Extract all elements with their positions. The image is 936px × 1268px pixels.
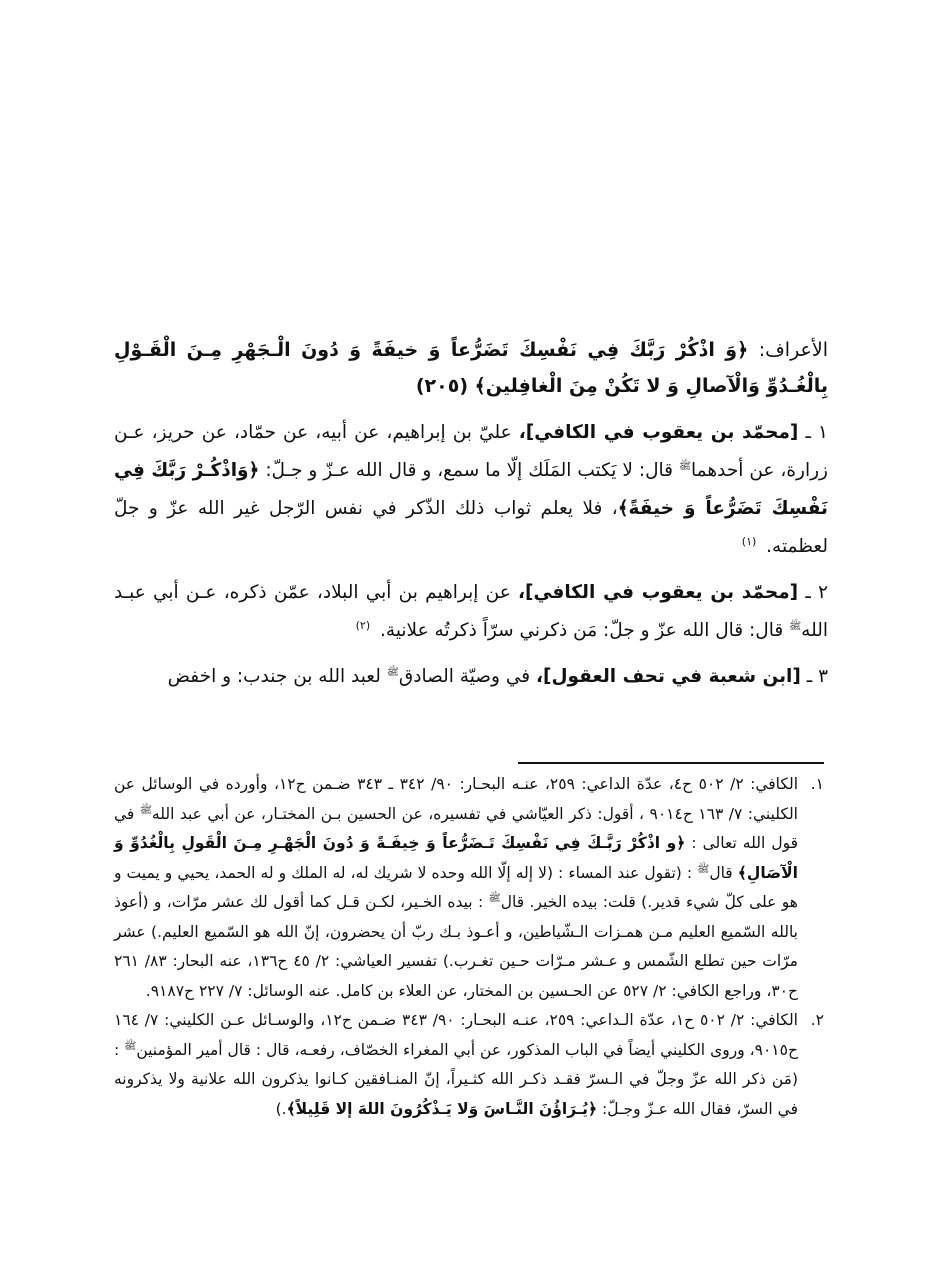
footnote-1 [114, 770, 824, 1006]
quran-quote: ﴿يُـرَاؤُنَ النَّـاسَ وَلا يَـذْكُرُونَ اللهَ إلا قَلِيلاً﴾ [286, 1099, 598, 1118]
honorific-icon: ﷺ [386, 666, 399, 678]
hadith-text: لعبد الله بن جندب: و اخفض [167, 666, 381, 687]
hadith-number: ٣ ـ [806, 666, 828, 687]
surah-label: الأعراف: [758, 339, 828, 361]
honorific-icon: ﷺ [124, 1040, 137, 1052]
honorific-icon: ﷺ [488, 892, 501, 904]
footnote-number: ١. [810, 775, 824, 793]
hadith-text: قال: قال الله عزّ و جلّ: مَن ذكرني سرّاً ذكرتُه علانية. [380, 620, 784, 641]
hadith-source: [ابن شعبة في تحف العقول]، [535, 666, 801, 687]
footnote-separator [518, 762, 824, 764]
footnote-number: ٢. [810, 1011, 824, 1029]
hadith-text: عن إبراهيم بن أبي البلاد، عمّن ذكره، عـن أبي عبـد الله [114, 582, 828, 641]
footnote-text: : بيده الخـير، لكـن قـل كما أقول لك عشر مرّات، و (أعوذ بالله السّميع العليم مـن همـزات الـشّياطين، و أعـوذ بـك ربّ أن يحضرون، إنّ الله هو السّميع العليم.) عشر مرّات حين تطلع الشّمس و عـشر مـرّات حـين تغـرب.) تفسير العياشي: ٢/ ٤٥ ح١٣٦، عنه البحار: ٨٣/ ٢٦١ ح٣٠، وراجع الكافي: ٢/ ٥٢٧ عن الحـسين بن المختار، عن العلاء بن كامل. عنه الوسائل: ٧/ ٢٢٧ ح٩١٨٧. [114, 893, 798, 1000]
footnote-text: الكافي: ٢/ ٥٠٢ ح١، عدّة الـداعي: ٢٥٩، عنـه البحـار: ٩٠/ ٣٤٣ ضـمن ح١٢، والوسـائل عـن الكليني: ٧/ ١٦٤ ح٩٠١٥، وروى الكليني أيضاً في الباب المذكور، عن أبي المغراء الخصّاف، رفعـه، قال : قال أمير المؤمنين [114, 1011, 798, 1059]
hadith-source: [محمّد بن يعقوب في الكافي]، [518, 422, 799, 443]
footnote-text: .) [275, 1099, 287, 1118]
hadith-text: في وصيّة الصادق [398, 666, 531, 687]
footnote-text: في قول الله تعالى : [114, 804, 798, 852]
hadith-2 [114, 574, 828, 650]
hadith-number: ١ ـ [805, 422, 828, 443]
hadith-source: [محمّد بن يعقوب في الكافي]، [518, 582, 799, 603]
hadith-text: ، فلا يعلم ثواب ذلك الذّكر في نفس الرّجل غير الله عزّ و جلّ لعظمته. [114, 498, 828, 557]
hadith-1 [114, 414, 828, 566]
quran-quote: ﴿وَاذْكُـرْ رَبَّكَ فِي نَفْسِكَ تَضَرُّعاً وَ خيفَةً﴾ [114, 460, 828, 519]
footnote-text: : (تقول عند المساء : (لا إله إلّا الله وحده لا شريك له، له الملك و له الحمد، يحيي و يميت و هو على كلّ شيء قدير.) قلت: بيده الخير. قال [114, 863, 798, 911]
honorific-icon: ﷺ [789, 620, 802, 632]
hadith-text: عليّ بن إبراهيم، عن أبيه، عن حمّاد، عن حريز، عـن زرارة، عن أحدهما [114, 422, 828, 481]
honorific-icon: ﷺ [678, 460, 692, 472]
footnote-ref[interactable]: (٢) [355, 618, 371, 632]
honorific-icon: ﷺ [139, 804, 152, 816]
footnote-text: الكافي: ٢/ ٥٠٢ ح٤، عدّة الداعي: ٢٥٩، عنـه البحـار: ٩٠/ ٣٤٢ ـ ٣٤٣ ضـمن ح١٢، وأورده في الوسائل عن الكليني: ٧/ ١٦٣ ح٩٠١٤ ، أقول: ذكر العيّاشي في تفسيره، عن الحسين بـن المختـار، عن أبي عبد الله [114, 775, 798, 823]
footnote-text: قال [709, 863, 733, 882]
hadith-text: قال: لا يَكتب المَلَك إلّا ما سمع، و قال الله عـزّ و جـلّ: [265, 460, 674, 481]
verse-number: (٢٠٥) [415, 375, 469, 397]
honorific-icon: ﷺ [697, 863, 710, 875]
quran-quote: ﴿و اذْكُرْ رَبَّـكَ فِي نَفْسِكَ تَـضَرُّعاً وَ خِيفَـةً وَ دُونَ الْجَهْـرِ مِـنَ الْقَولِ بِالْغُدُوِّ وَ الْآصَالِ﴾ [114, 834, 798, 882]
hadith-3 [114, 658, 828, 696]
footnote-text: : (مَن ذكر الله عزّ وجلّ في الـسرّ فقـد ذكـر الله كثـيراً، إنّ المنـافقين كـانوا يذكرون الله علانية ولا يذكرونه في السرّ، فقال الله عـزّ وجـلّ: [114, 1040, 798, 1118]
verse-header [114, 332, 828, 404]
verse-text: ﴿وَ اذْكُرْ رَبَّكَ فِي نَفْسِكَ تَضَرُّعاً وَ خيفَةً وَ دُونَ الْـجَهْرِ مِـنَ الْقَـوْلِ بِالْغُـدُوِّ وَالْآصالِ وَ لا تَكُنْ مِنَ الْغافِلين﴾ [114, 339, 828, 397]
footnote-2 [114, 1006, 824, 1124]
footnotes [114, 770, 824, 1124]
footnote-ref[interactable]: (١) [741, 534, 757, 548]
main-text [114, 332, 828, 704]
hadith-number: ٢ ـ [805, 582, 828, 603]
